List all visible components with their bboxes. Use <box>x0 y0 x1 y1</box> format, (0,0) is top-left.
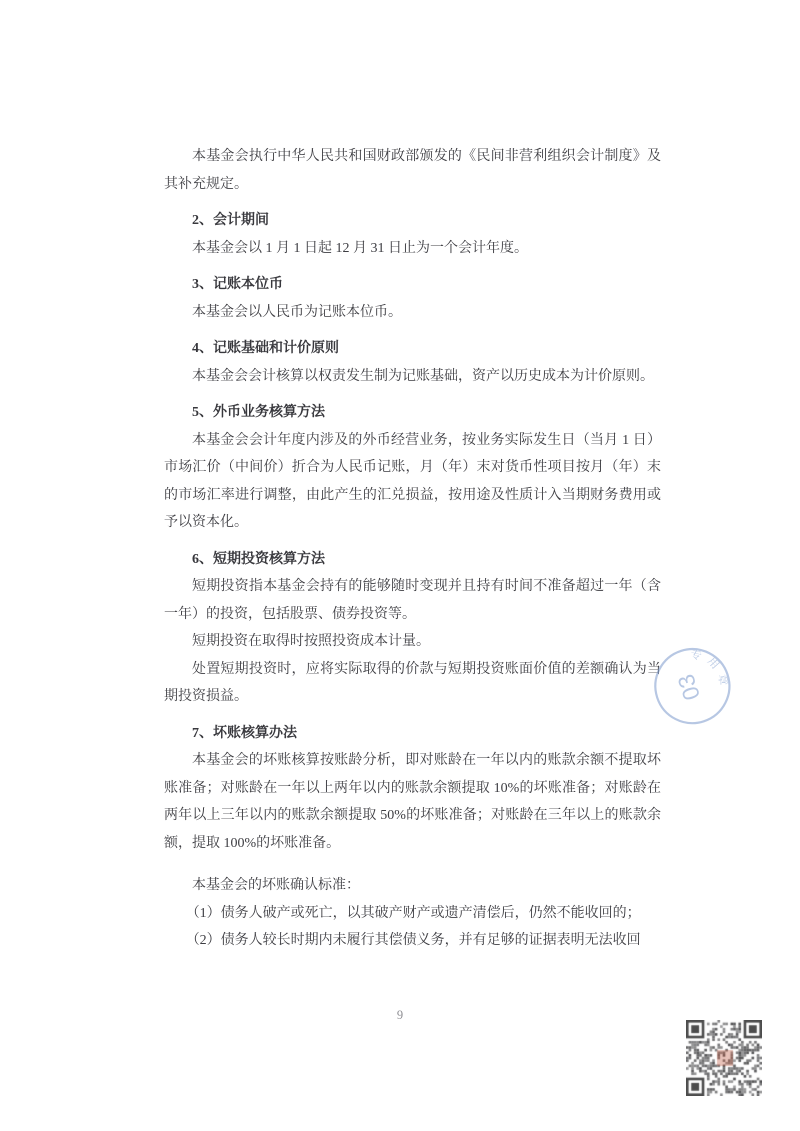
paragraph: 短期投资在取得时按照投资成本计量。 <box>192 634 430 649</box>
section-heading: 7、坏账核算办法 <box>192 725 297 741</box>
paragraph: 本基金会以 1 月 1 日起 12 月 31 日止为一个会计年度。 <box>192 240 528 256</box>
paragraph: 处置短期投资时，应将实际取得的价款与短期投资账面价值的差额确认为当期投资损益。 <box>164 661 661 704</box>
paragraph: 本基金会以人民币为记账本位币。 <box>192 304 402 320</box>
stamp-center-text: 03 <box>672 671 705 704</box>
qr-code <box>686 1020 762 1096</box>
section-heading: 5、外币业务核算方法 <box>192 405 325 420</box>
paragraph: 本基金会会计核算以权责发生制为记账基础，资产以历史成本为计价原则。 <box>192 368 654 384</box>
paragraph: （1）债务人破产或死亡，以其破产财产或遗产清偿后，仍然不能收回的； <box>185 905 641 921</box>
paragraph: 短期投资指本基金会持有的能够随时变现并且持有时间不准备超过一年（含一年）的投资，包括股票、债券投资等。 <box>164 579 661 622</box>
paragraph: 本基金会会计年度内涉及的外币经营业务，按业务实际发生日（当月 1 日）市场汇价（中间价）折合为人民币记账，月（年）末对货币性项目按月（年）末的市场汇率进行调整，由此产生的汇兑损益，按用途及性质计入当期财务费用或予以资本化。 <box>164 432 661 530</box>
document-body <box>164 143 661 955</box>
paragraph: 本基金会的坏账确认标准： <box>192 878 360 893</box>
stamp-rim-text: 专用章 <box>689 648 730 692</box>
section-heading: 2、会计期间 <box>192 213 269 228</box>
svg-text:专用章 <box>686 640 735 700</box>
section-heading: 6、短期投资核算方法 <box>192 551 325 567</box>
section-heading: 4、记账基础和计价原则 <box>192 341 339 356</box>
paragraph: 本基金会的坏账核算按账龄分析，即对账龄在一年以内的账款余额不提取坏账准备；对账龄在一年以上两年以内的账款余额提取 10%的坏账准备；对账龄在两年以上三年以内的账款余额提取 50%的坏账准备；对账龄在三年以上的账款余额，提取 100%的坏账准备。 <box>164 753 661 851</box>
paragraph: 本基金会执行中华人民共和国财政部颁发的《民间非营利组织会计制度》及其补充规定。 <box>164 149 661 192</box>
paragraph: （2）债务人较长时期内未履行其偿债义务，并有足够的证据表明无法收回 <box>185 933 641 948</box>
page-number: 9 <box>396 1008 404 1022</box>
section-heading: 3、记账本位币 <box>192 277 283 292</box>
